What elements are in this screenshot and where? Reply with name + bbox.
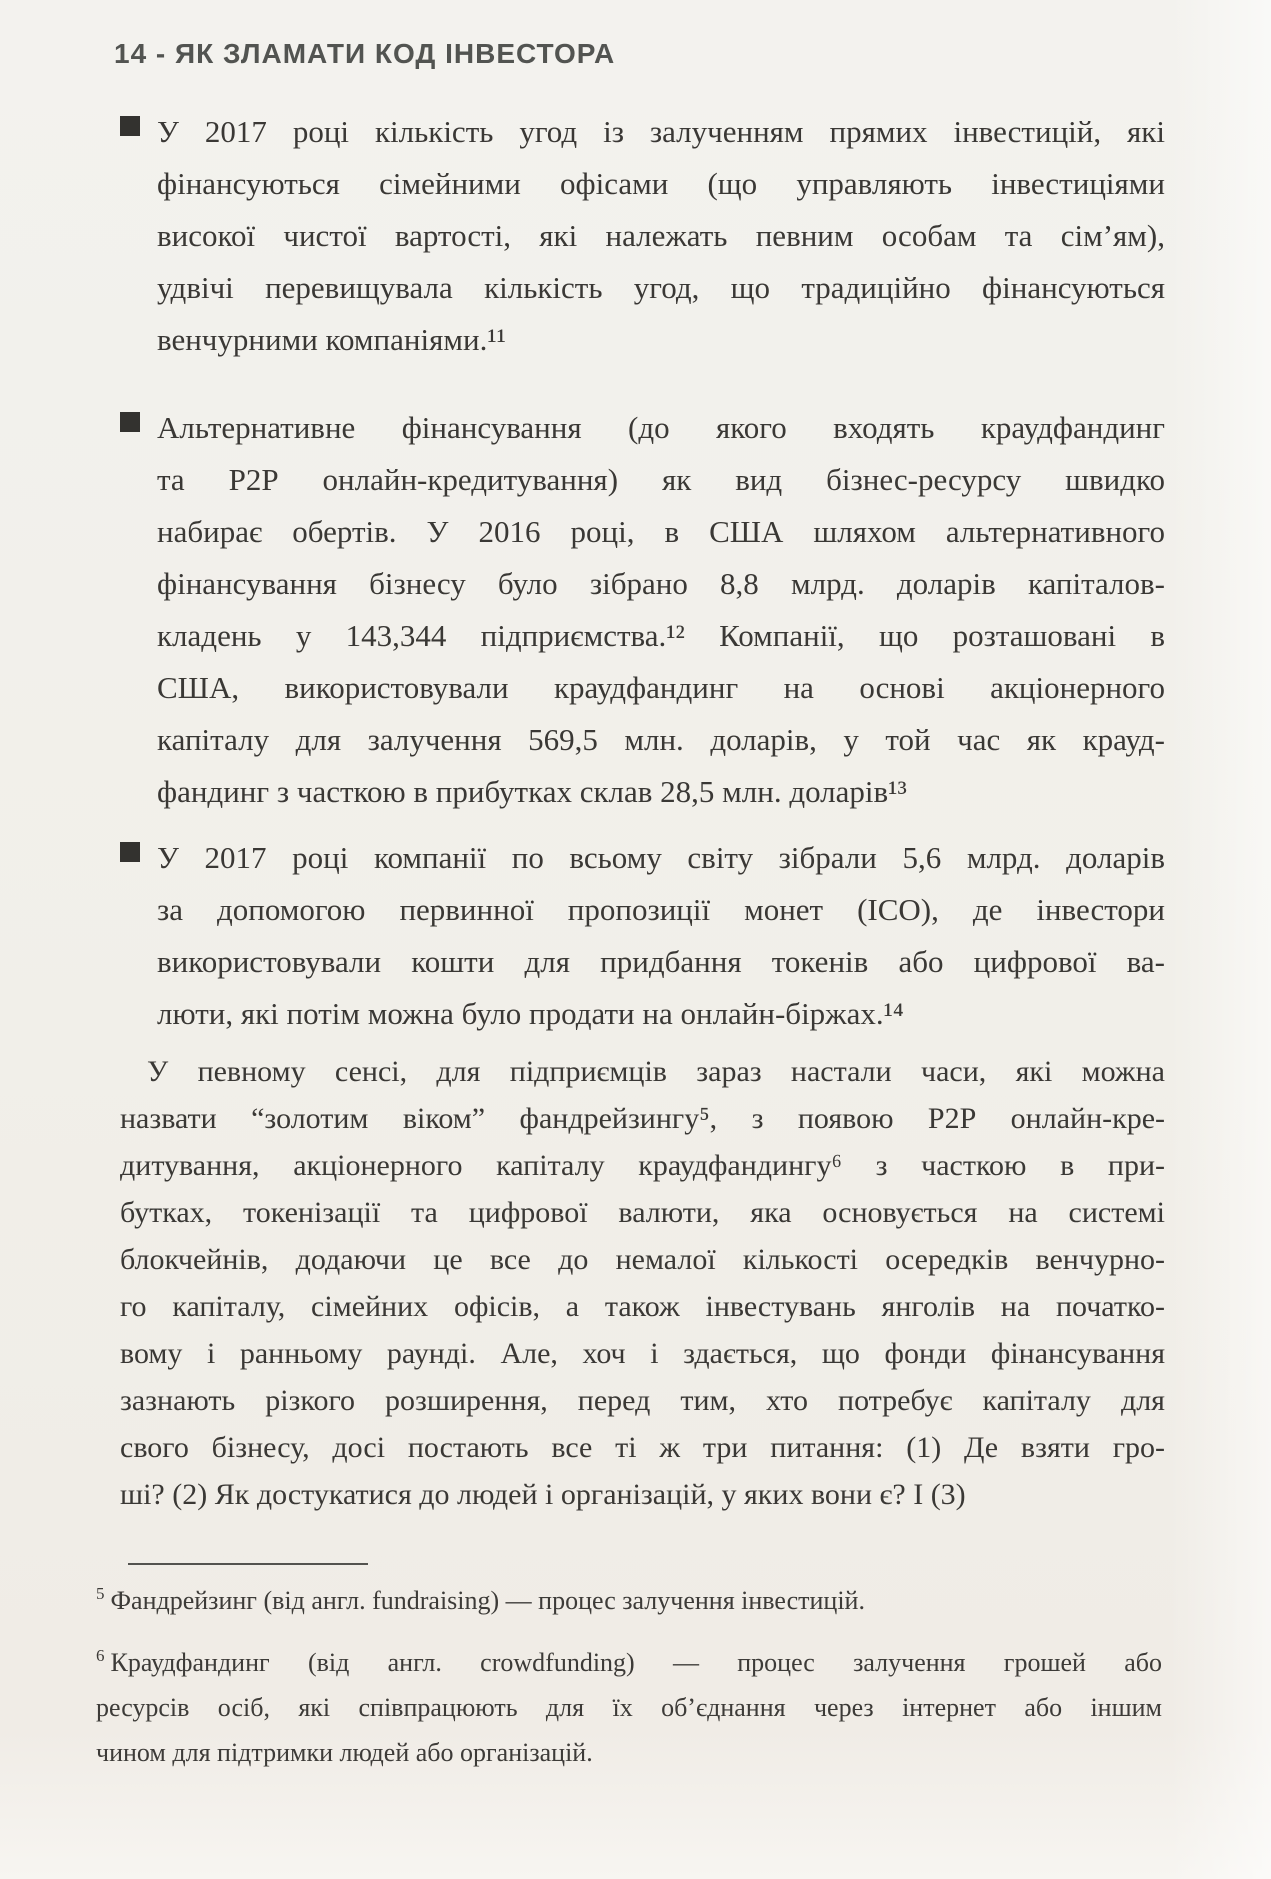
- text-line: США, використовували краудфандинг на основі акціонерного: [157, 670, 1165, 705]
- footnote-section: [96, 1578, 1162, 1792]
- bullet-square-icon: [120, 116, 140, 136]
- text-line: набирає обертів. У 2016 році, в США шляхом альтернативного: [157, 514, 1165, 549]
- bullet-item: [120, 106, 1165, 366]
- text-line: та Р2Р онлайн-кредитування) як вид бізнес-ресурсу швидко: [157, 462, 1165, 497]
- text-line: блокчейнів, додаючи це все до немалої кількості осередків венчурно-: [120, 1243, 1165, 1276]
- page-content: [120, 106, 1165, 1518]
- text-line: кладень у 143,344 підприємства.¹² Компанії, що розташовані в: [157, 618, 1165, 653]
- text-line: назвати “золотим віком” фандрейзингу⁵, з появою Р2Р онлайн-кре-: [120, 1102, 1165, 1135]
- text-line: за допомогою первинної пропозиції монет (ICO), де інвестори: [157, 892, 1165, 927]
- footnote-divider: [128, 1563, 368, 1565]
- footnote: [96, 1640, 1162, 1775]
- bullet-square-icon: [120, 842, 140, 862]
- text-line: го капіталу, сімейних офісів, а також інвестувань янголів на початко-: [120, 1290, 1165, 1323]
- footnote-marker: 5: [96, 1584, 105, 1604]
- text-line: чином для підтримки людей або організацій.: [96, 1738, 593, 1767]
- text-line: $^5$ Фандрейзинг (від англ. fundraising) — процес залучення інвестицій.: [96, 1584, 865, 1615]
- text-line: удвічі перевищувала кількість угод, що традиційно фінансуються: [157, 270, 1165, 305]
- bullet-item: [120, 402, 1165, 818]
- text-line: бутках, токенізації та цифрової валюти, яка основується на системі: [120, 1196, 1165, 1229]
- text-line: Альтернативне фінансування (до якого входять краудфандинг: [157, 410, 1165, 445]
- text-line: У 2017 році кількість угод із залученням прямих інвестицій, які: [157, 114, 1165, 149]
- text-line: $^6$ Краудфандинг (від англ. crowdfunding) — процес залучення грошей або: [96, 1646, 1162, 1677]
- footnote-marker: 6: [96, 1646, 105, 1666]
- bullet-square-icon: [120, 412, 140, 432]
- text-line: ші? (2) Як достукатися до людей і організацій, у яких вони є? І (3): [120, 1478, 966, 1511]
- bullet-list: [120, 106, 1165, 1040]
- text-line: фінансуються сімейними офісами (що управляють інвестиціями: [157, 166, 1165, 201]
- text-line: зазнають різкого розширення, перед тим, хто потребує капіталу для: [120, 1384, 1165, 1417]
- text-line: капіталу для залучення 569,5 млн. доларів, у той час як крауд-: [157, 722, 1165, 757]
- text-line: вому і ранньому раунді. Але, хоч і здається, що фонди фінансування: [120, 1337, 1165, 1370]
- text-line: У 2017 році компанії по всьому світу зібрали 5,6 млрд. доларів: [157, 840, 1165, 875]
- text-line: У певному сенсі, для підприємців зараз настали часи, які можна: [147, 1055, 1165, 1088]
- footnote: [96, 1578, 1162, 1623]
- text-line: венчурними компаніями.¹¹: [157, 322, 506, 357]
- body-paragraph: [120, 1048, 1165, 1518]
- text-line: фандинг з часткою в прибутках склав 28,5 млн. доларів¹³: [157, 774, 907, 809]
- text-line: високої чистої вартості, які належать певним особам та сім’ям),: [157, 218, 1165, 253]
- text-line: використовували кошти для придбання токенів або цифрової ва-: [157, 944, 1165, 979]
- text-line: фінансування бізнесу було зібрано 8,8 млрд. доларів капіталов-: [157, 566, 1165, 601]
- text-line: люти, які потім можна було продати на онлайн-біржах.¹⁴: [157, 996, 904, 1031]
- text-line: свого бізнесу, досі постають все ті ж три питання: (1) Де взяти гро-: [120, 1431, 1165, 1464]
- text-line: дитування, акціонерного капіталу краудфандингу⁶ з часткою в при-: [120, 1149, 1165, 1182]
- text-line: ресурсів осіб, які співпрацюють для їх об’єднання через інтернет або іншим: [96, 1693, 1162, 1722]
- page-header: 14 - ЯК ЗЛАМАТИ КОД ІНВЕСТОРА: [114, 38, 616, 69]
- bullet-item: [120, 832, 1165, 1040]
